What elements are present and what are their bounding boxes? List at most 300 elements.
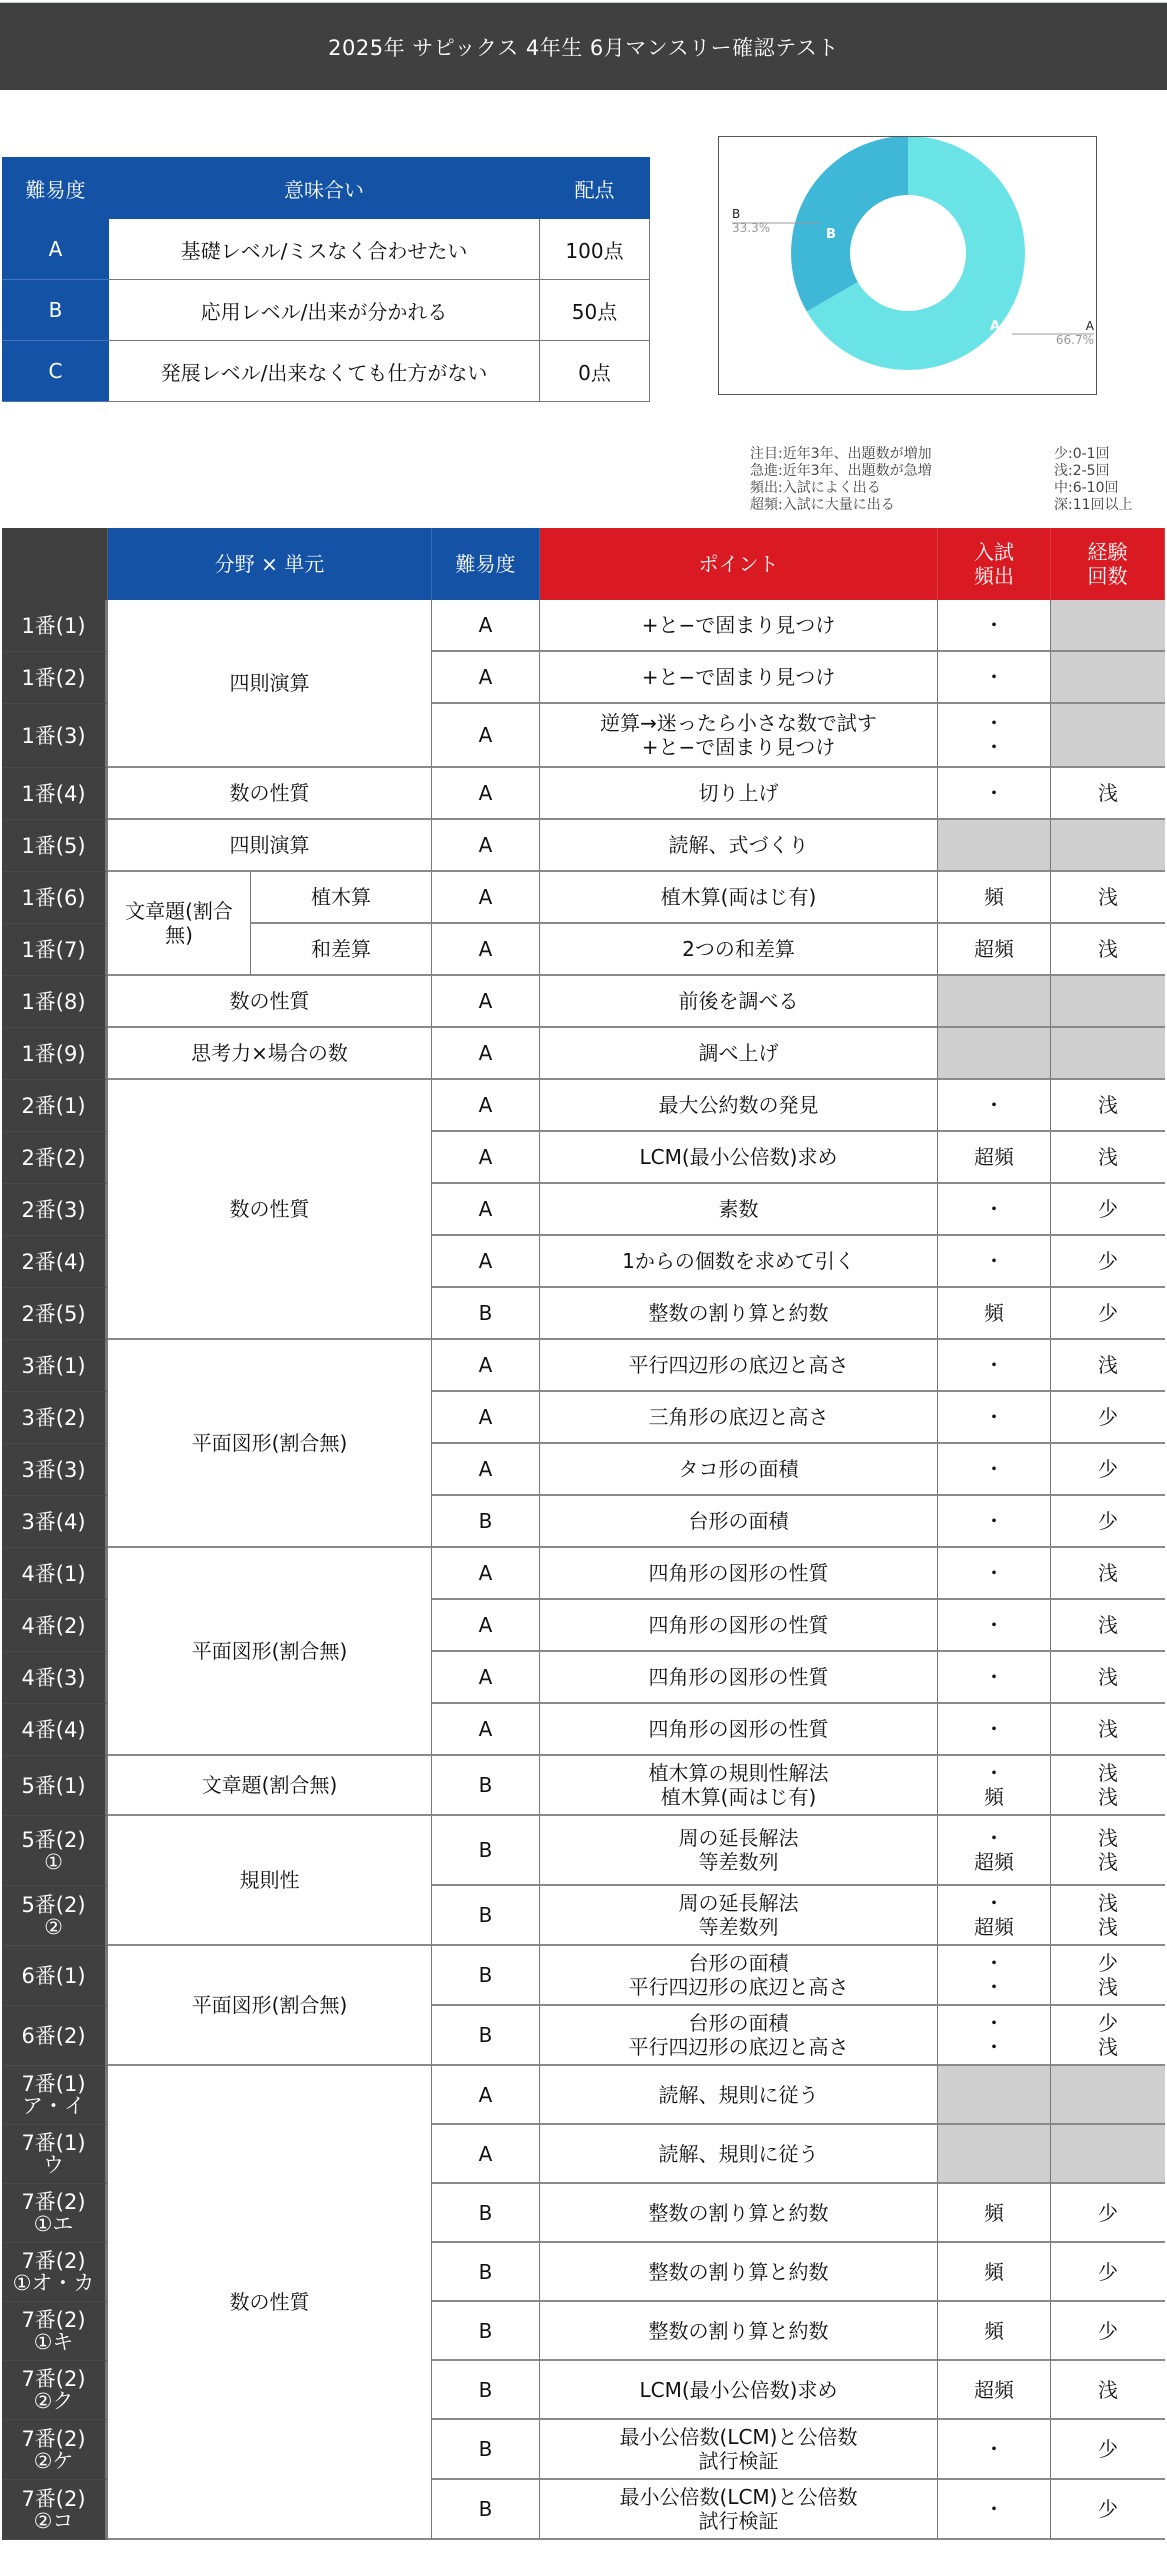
field-group-cell (108, 820, 432, 872)
point-cell (540, 2184, 938, 2243)
question-number (2, 2243, 108, 2302)
point-cell (540, 1600, 938, 1652)
point-cell (540, 1392, 938, 1444)
frequency-value: ・ (984, 711, 1004, 735)
experience-value: 少 (1098, 1405, 1118, 1429)
experience-cell (1051, 2184, 1165, 2243)
frequency-cell (938, 872, 1051, 924)
question-number (2, 2420, 108, 2480)
difficulty-value: B (478, 2259, 493, 2284)
point-text: 整数の割り算と約数 (648, 2200, 829, 2225)
frequency-value: 超頻 (974, 1915, 1014, 1939)
point-cell (540, 2420, 938, 2480)
experience-cell (1051, 1946, 1165, 2006)
difficulty-cell (432, 1652, 540, 1704)
question-number (2, 1132, 108, 1184)
question-label: 2番(5) (21, 1301, 86, 1326)
page-title: 2025年 サピックス 4年生 6月マンスリー確認テスト (0, 2, 1167, 90)
experience-value: 浅 (1098, 1561, 1118, 1585)
difficulty-cell (432, 1132, 540, 1184)
difficulty-value: A (478, 989, 493, 1013)
point-cell (540, 976, 938, 1028)
cell-text: 入試 (974, 540, 1014, 564)
frequency-cell (938, 1080, 1051, 1132)
question-label: 4番(3) (21, 1665, 86, 1690)
question-label: 5番(1) (21, 1773, 86, 1798)
point-cell (540, 1704, 938, 1756)
difficulty-value: B (478, 1773, 493, 1797)
difficulty-cell (432, 1886, 540, 1946)
point-text: 植木算の規則性解法 (648, 1761, 829, 1785)
difficulty-cell (432, 1080, 540, 1132)
frequency-cell (938, 976, 1051, 1028)
experience-value: 少 (1098, 1301, 1118, 1325)
experience-cell (1051, 2480, 1165, 2540)
experience-value: 少 (1098, 1249, 1118, 1273)
point-text: 台形の面積 (688, 1951, 789, 1975)
cell-text: ポイント (698, 552, 779, 576)
legend-points: 100点 (540, 219, 650, 280)
cell-text: 回数 (1087, 564, 1128, 588)
frequency-value: ・ (984, 1509, 1004, 1533)
legend-header-row (3, 158, 650, 219)
experience-cell (1051, 1340, 1165, 1392)
point-text: 等差数列 (698, 1915, 779, 1939)
question-label: 7番(1) (21, 2072, 86, 2096)
field-label: 平面図形(割合無) (191, 1639, 348, 1663)
difficulty-value: A (478, 1613, 493, 1637)
question-label: 4番(4) (21, 1717, 86, 1742)
point-text: +と−で固まり見つけ (641, 735, 836, 759)
experience-cell (1051, 1756, 1165, 1816)
question-label: 2番(2) (21, 1145, 86, 1170)
frequency-value: ・ (984, 1826, 1004, 1850)
frequency-value: 超頻 (974, 1145, 1014, 1169)
point-text: 整数の割り算と約数 (648, 1301, 829, 1325)
field-label: 四則演算 (229, 671, 310, 695)
point-cell (540, 1756, 938, 1816)
question-number (2, 1340, 108, 1392)
donut-svg (719, 137, 1098, 396)
difficulty-cell (432, 924, 540, 976)
field-group-cell (108, 2066, 432, 2540)
frequency-cell (938, 1496, 1051, 1548)
point-cell (540, 1444, 938, 1496)
difficulty-cell (432, 1816, 540, 1886)
point-text: +と−で固まり見つけ (641, 613, 836, 637)
point-text: 読解、規則に従う (658, 2082, 819, 2107)
difficulty-cell (432, 600, 540, 652)
question-sub-label: ①オ・カ (12, 2271, 95, 2295)
frequency-cell (938, 1028, 1051, 1080)
experience-value: 浅 (1098, 1826, 1118, 1850)
legend-row (3, 341, 650, 402)
legend-points: 0点 (540, 341, 650, 402)
question-number (2, 2302, 108, 2361)
frequency-value: ・ (984, 735, 1004, 759)
frequency-value: ・ (984, 1405, 1004, 1429)
point-text: 読解、式づくり (668, 833, 809, 857)
experience-cell (1051, 652, 1165, 704)
point-text: 試行検証 (698, 2449, 779, 2473)
difficulty-cell (432, 1184, 540, 1236)
point-text: 逆算→迷ったら小さな数で試す (600, 711, 877, 735)
point-text: 最大公約数の発見 (658, 1093, 819, 1117)
frequency-cell (938, 924, 1051, 976)
difficulty-value: A (478, 1665, 493, 1689)
frequency-cell (938, 2361, 1051, 2420)
point-text: 整数の割り算と約数 (648, 2259, 829, 2284)
difficulty-value: A (478, 665, 493, 689)
point-cell (540, 652, 938, 704)
question-number (2, 820, 108, 872)
experience-value: 少 (1098, 2011, 1118, 2035)
frequency-cell (938, 652, 1051, 704)
frequency-value: ・ (984, 1665, 1004, 1689)
question-number (2, 1444, 108, 1496)
frequency-value: ・ (984, 2011, 1004, 2035)
difficulty-cell (432, 2006, 540, 2066)
frequency-cell (938, 1392, 1051, 1444)
difficulty-value: A (478, 2141, 493, 2166)
field-group-cell (108, 1756, 432, 1816)
experience-value: 浅 (1098, 1975, 1118, 1999)
difficulty-value: B (478, 2023, 493, 2047)
question-number (2, 2480, 108, 2540)
cell-text: 経験 (1087, 540, 1128, 564)
question-number (2, 600, 108, 652)
experience-value: 少 (1098, 2200, 1118, 2225)
legend-level: A (3, 219, 109, 280)
point-text: 四角形の図形の性質 (648, 1665, 829, 1689)
experience-cell (1051, 1080, 1165, 1132)
experience-value: 少 (1098, 1509, 1118, 1533)
frequency-value: ・ (984, 1975, 1004, 1999)
point-text: 植木算(両はじ有) (660, 1785, 817, 1809)
experience-value: 浅 (1098, 1093, 1118, 1117)
point-text: 1からの個数を求めて引く (622, 1249, 855, 1273)
field-label: 数の性質 (229, 989, 310, 1013)
cell-text: 頻出 (974, 564, 1014, 588)
question-sub-label: ① (44, 1849, 63, 1874)
difficulty-value: A (478, 2082, 493, 2107)
difficulty-legend-table (2, 157, 650, 402)
experience-cell (1051, 872, 1165, 924)
question-number (2, 1946, 108, 2006)
question-label: 1番(1) (21, 613, 86, 638)
frequency-cell (938, 1236, 1051, 1288)
question-label: 1番(5) (21, 833, 86, 858)
difficulty-cell (432, 1600, 540, 1652)
experience-value: 浅 (1098, 2377, 1118, 2402)
field-label: 数の性質 (229, 1197, 310, 1221)
point-cell (540, 1080, 938, 1132)
point-text: 周の延長解法 (678, 1826, 799, 1850)
frequency-cell (938, 1600, 1051, 1652)
difficulty-cell (432, 1756, 540, 1816)
question-sub-label: ② (44, 1914, 63, 1939)
experience-cell (1051, 1288, 1165, 1340)
question-number (2, 704, 108, 768)
difficulty-cell (432, 2302, 540, 2361)
frequency-cell (938, 1816, 1051, 1886)
question-label: 7番(2) (21, 2486, 86, 2511)
frequency-value: ・ (984, 1249, 1004, 1273)
experience-cell (1051, 1184, 1165, 1236)
frequency-value: ・ (984, 1197, 1004, 1221)
question-sub-label: ②コ (33, 2508, 74, 2533)
experience-value: 浅 (1098, 1891, 1118, 1915)
point-text: 調べ上げ (698, 1041, 779, 1065)
frequency-cell (938, 1652, 1051, 1704)
frequency-cell (938, 2006, 1051, 2066)
experience-value: 浅 (1098, 1717, 1118, 1741)
field-group-cell (108, 976, 432, 1028)
legend-header-meaning: 意味合い (109, 158, 540, 219)
question-number (2, 924, 108, 976)
experience-value: 浅 (1098, 1613, 1118, 1637)
question-label: 5番(2) (21, 1892, 86, 1917)
question-number (2, 1548, 108, 1600)
legend-meaning: 基礎レベル/ミスなく合わせたい (109, 219, 540, 280)
field-label: 思考力×場合の数 (191, 1041, 348, 1065)
question-number (2, 1288, 108, 1340)
question-label: 6番(2) (21, 2023, 86, 2048)
point-text: 読解、規則に従う (658, 2141, 819, 2166)
difficulty-value: B (478, 1838, 493, 1862)
experience-value: 浅 (1098, 1145, 1118, 1169)
difficulty-donut-chart (718, 136, 1097, 395)
point-cell (540, 1340, 938, 1392)
difficulty-cell (432, 1444, 540, 1496)
experience-cell (1051, 600, 1165, 652)
point-text: 四角形の図形の性質 (648, 1561, 829, 1585)
difficulty-cell (432, 2361, 540, 2420)
question-label: 3番(1) (21, 1353, 86, 1378)
frequency-cell (938, 1704, 1051, 1756)
question-number (2, 1184, 108, 1236)
question-number (2, 768, 108, 820)
point-text: 平行四辺形の底辺と高さ (628, 1975, 849, 1999)
question-label: 1番(2) (21, 665, 86, 690)
difficulty-value: B (478, 2437, 493, 2461)
frequency-value: 頻 (984, 1785, 1004, 1809)
experience-cell (1051, 1816, 1165, 1886)
question-number (2, 1600, 108, 1652)
question-number (2, 2184, 108, 2243)
frequency-cell (938, 1132, 1051, 1184)
difficulty-cell (432, 768, 540, 820)
point-text: 等差数列 (698, 1850, 779, 1874)
question-label: 1番(8) (21, 989, 86, 1014)
experience-value: 少 (1098, 2497, 1118, 2521)
point-cell (540, 872, 938, 924)
frequency-value: ・ (984, 1761, 1004, 1785)
difficulty-value: A (478, 1197, 493, 1221)
experience-cell (1051, 1392, 1165, 1444)
field-group-cell (108, 1340, 432, 1548)
point-cell (540, 1652, 938, 1704)
field-group-cell (108, 1946, 432, 2066)
frequency-cell (938, 2184, 1051, 2243)
difficulty-value: A (478, 885, 493, 909)
frequency-value: ・ (984, 1951, 1004, 1975)
question-number (2, 1816, 108, 1886)
field-group-cell (108, 1080, 432, 1340)
experience-value: 少 (1098, 2259, 1118, 2284)
legend-points: 50点 (540, 280, 650, 341)
experience-cell (1051, 1652, 1165, 1704)
label-b: B 33.3% (732, 207, 771, 235)
point-text: LCM(最小公倍数)求め (639, 2377, 838, 2402)
field-group-cell (108, 768, 432, 820)
point-text: 整数の割り算と約数 (648, 2318, 829, 2343)
difficulty-value: A (478, 781, 493, 805)
header-difficulty (432, 528, 540, 600)
frequency-value: ・ (984, 2035, 1004, 2059)
legend-level: B (3, 280, 109, 341)
difficulty-cell (432, 1392, 540, 1444)
difficulty-value: A (478, 1561, 493, 1585)
experience-cell (1051, 2066, 1165, 2125)
frequency-value: ・ (984, 665, 1004, 689)
difficulty-value: A (478, 613, 493, 637)
point-text: 試行検証 (698, 2509, 779, 2533)
difficulty-value: A (478, 1249, 493, 1273)
field-label: 平面図形(割合無) (191, 1431, 348, 1455)
experience-cell (1051, 1600, 1165, 1652)
experience-cell (1051, 2420, 1165, 2480)
difficulty-cell (432, 820, 540, 872)
experience-cell (1051, 768, 1165, 820)
question-number (2, 1886, 108, 1946)
field-label: 文章題(割合無) (125, 899, 233, 947)
legend-meaning: 応用レベル/出来が分かれる (109, 280, 540, 341)
experience-scale-notes: 少:0-1回 浅:2-5回 中:6-10回 深:11回以上 (1054, 446, 1133, 513)
experience-cell (1051, 1132, 1165, 1184)
point-cell (540, 1184, 938, 1236)
experience-cell (1051, 2006, 1165, 2066)
question-label: 2番(3) (21, 1197, 86, 1222)
header-point (540, 528, 938, 600)
unit-label: 植木算 (311, 885, 371, 909)
point-cell (540, 2243, 938, 2302)
frequency-value: ・ (984, 1353, 1004, 1377)
frequency-value: 頻 (984, 2200, 1004, 2225)
point-text: 台形の面積 (688, 2011, 789, 2035)
question-label: 6番(1) (21, 1963, 86, 1988)
header-question-no (2, 528, 108, 600)
experience-cell (1051, 2243, 1165, 2302)
point-cell (540, 2480, 938, 2540)
experience-value: 浅 (1098, 885, 1118, 909)
question-sub-label: ②ケ (33, 2448, 74, 2473)
experience-cell (1051, 1496, 1165, 1548)
point-text: 素数 (718, 1197, 759, 1221)
cell-text: 分野 × 単元 (214, 552, 325, 576)
question-label: 7番(2) (21, 2249, 86, 2273)
frequency-value: ・ (984, 781, 1004, 805)
point-text: 周の延長解法 (678, 1891, 799, 1915)
experience-value: 浅 (1098, 1665, 1118, 1689)
frequency-cell (938, 820, 1051, 872)
experience-value: 少 (1098, 1457, 1118, 1481)
frequency-cell (938, 1886, 1051, 1946)
point-text: 平行四辺形の底辺と高さ (628, 2035, 849, 2059)
difficulty-value: A (478, 1457, 493, 1481)
frequency-cell (938, 704, 1051, 768)
difficulty-cell (432, 1028, 540, 1080)
question-label: 1番(9) (21, 1041, 86, 1066)
experience-value: 浅 (1098, 1761, 1118, 1785)
question-number (2, 2125, 108, 2184)
point-cell (540, 1132, 938, 1184)
experience-value: 浅 (1098, 1353, 1118, 1377)
question-label: 1番(4) (21, 781, 86, 806)
question-label: 5番(2) (21, 1827, 86, 1852)
difficulty-cell (432, 1704, 540, 1756)
frequency-cell (938, 1340, 1051, 1392)
frequency-value: ・ (984, 613, 1004, 637)
difficulty-cell (432, 2420, 540, 2480)
question-sub-label: ①エ (33, 2212, 74, 2236)
difficulty-value: B (478, 2497, 493, 2521)
difficulty-cell (432, 1548, 540, 1600)
cell-text: 難易度 (455, 552, 516, 576)
difficulty-value: B (478, 2318, 493, 2343)
field-group-cell (108, 872, 251, 976)
point-cell (540, 1548, 938, 1600)
unit-label: 和差算 (311, 937, 371, 961)
frequency-cell (938, 1548, 1051, 1600)
field-group-cell (108, 600, 432, 768)
frequency-value: 超頻 (974, 1850, 1014, 1874)
frequency-value: ・ (984, 1717, 1004, 1741)
question-label: 4番(2) (21, 1613, 86, 1638)
question-number (2, 1756, 108, 1816)
difficulty-cell (432, 652, 540, 704)
frequency-cell (938, 600, 1051, 652)
experience-cell (1051, 976, 1165, 1028)
point-text: +と−で固まり見つけ (641, 665, 836, 689)
point-cell (540, 820, 938, 872)
experience-value: 浅 (1098, 1850, 1118, 1874)
frequency-cell (938, 768, 1051, 820)
question-label: 7番(2) (21, 2367, 86, 2391)
question-sub-label: ①キ (33, 2330, 74, 2354)
field-group-cell (108, 1028, 432, 1080)
difficulty-value: A (478, 833, 493, 857)
frequency-value: 頻 (984, 1301, 1004, 1325)
frequency-cell (938, 1288, 1051, 1340)
question-number (2, 976, 108, 1028)
question-number (2, 1080, 108, 1132)
frequency-cell (938, 2302, 1051, 2361)
experience-cell (1051, 704, 1165, 768)
point-text: タコ形の面積 (678, 1457, 799, 1481)
difficulty-value: A (478, 1353, 493, 1377)
frequency-cell (938, 2243, 1051, 2302)
difficulty-cell (432, 1340, 540, 1392)
legend-meaning: 発展レベル/出来なくても仕方がない (109, 341, 540, 402)
question-sub-label: ウ (43, 2153, 64, 2177)
difficulty-value: A (478, 1145, 493, 1169)
difficulty-cell (432, 2480, 540, 2540)
point-cell (540, 2361, 938, 2420)
experience-value: 少 (1098, 1951, 1118, 1975)
difficulty-value: B (478, 1963, 493, 1987)
difficulty-cell (432, 2066, 540, 2125)
